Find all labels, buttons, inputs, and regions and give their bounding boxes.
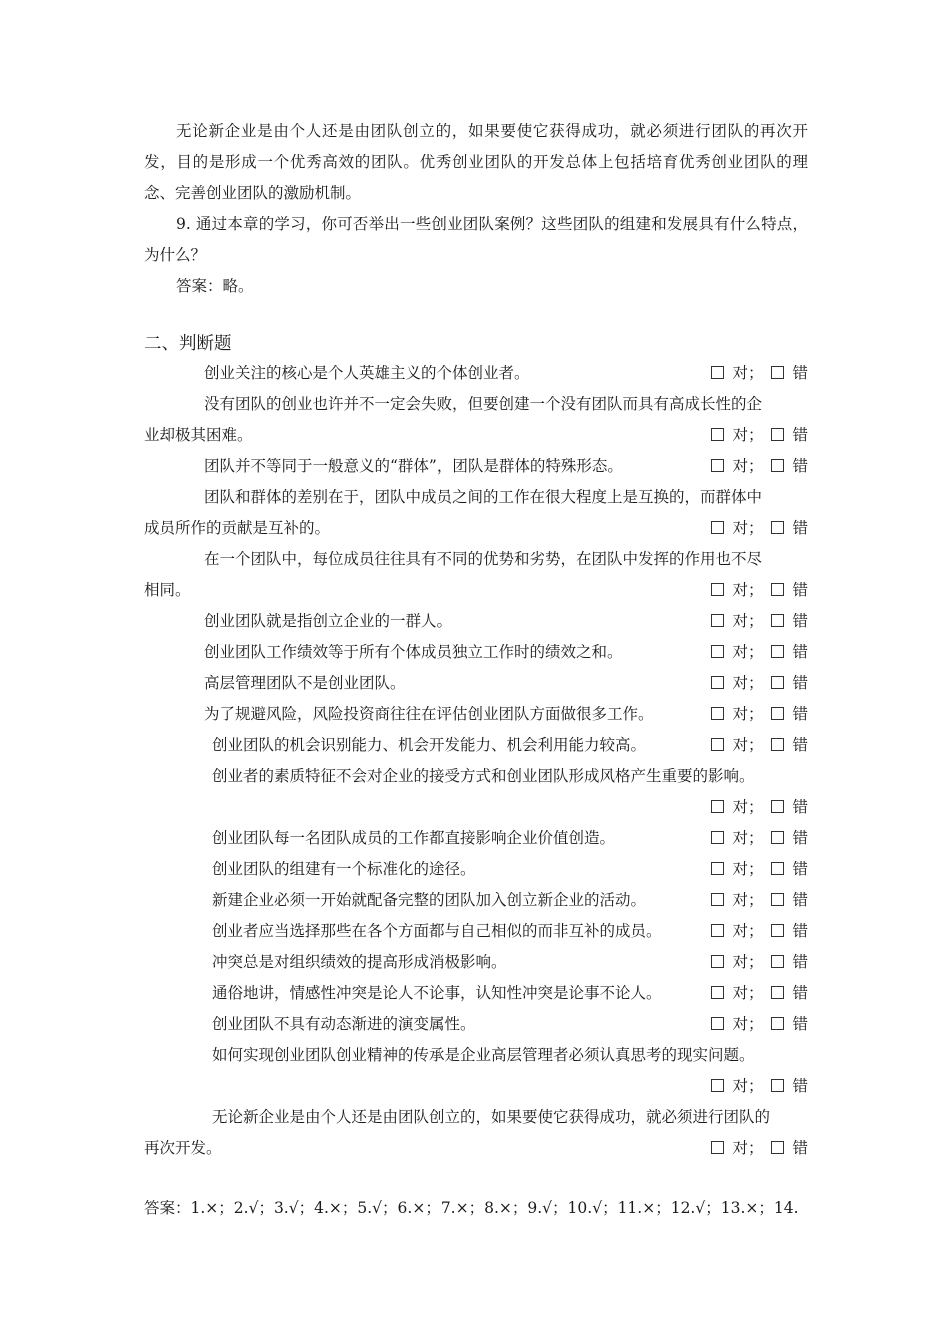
question-item [144, 637, 808, 668]
true-false-choice [711, 823, 808, 854]
checkbox-true[interactable] [711, 645, 724, 658]
checkbox-true[interactable] [711, 707, 724, 720]
question-text: 创业关注的核心是个人英雄主义的个体创业者。 [204, 364, 530, 382]
false-label: 错 [792, 984, 808, 1002]
checkbox-false[interactable] [771, 1017, 784, 1030]
question-text: 团队并不等同于一般意义的“群体”，团队是群体的特殊形态。 [204, 457, 623, 475]
false-label: 错 [792, 674, 808, 692]
question-text: 在一个团队中，每位成员往往具有不同的优势和劣势，在团队中发挥的作用也不尽 [204, 550, 763, 568]
question-text: 通俗地讲，情感性冲突是论人不论事，认知性冲突是论事不论人。 [212, 984, 662, 1002]
question-item [144, 978, 808, 1009]
checkbox-false[interactable] [771, 676, 784, 689]
true-false-choice [711, 358, 808, 389]
checkbox-true[interactable] [711, 924, 724, 937]
checkbox-true[interactable] [711, 986, 724, 999]
true-label: 对； [732, 426, 764, 444]
true-false-choice [711, 606, 808, 637]
question-text: 创业团队的机会识别能力、机会开发能力、机会利用能力较高。 [212, 736, 647, 754]
question-item [144, 451, 808, 482]
checkbox-true[interactable] [711, 738, 724, 751]
true-false-choice [711, 1071, 808, 1102]
question-text: 高层管理团队不是创业团队。 [204, 674, 406, 692]
true-false-choice [711, 451, 808, 482]
checkbox-true[interactable] [711, 1141, 724, 1154]
checkbox-false[interactable] [771, 366, 784, 379]
true-label: 对； [732, 1077, 764, 1095]
question-item [144, 699, 808, 730]
true-false-questions [144, 358, 808, 1164]
true-false-choice [711, 978, 808, 1009]
question-text-continued: 相同。 [144, 581, 191, 599]
false-label: 错 [792, 1139, 808, 1157]
question-item [144, 1040, 808, 1102]
question-text: 新建企业必须一开始就配备完整的团队加入创立新企业的活动。 [212, 891, 647, 909]
true-false-choice [711, 575, 808, 606]
checkbox-true[interactable] [711, 521, 724, 534]
false-label: 错 [792, 519, 808, 537]
question-text: 创业者的素质特征不会对企业的接受方式和创业团队形成风格产生重要的影响。 [212, 767, 755, 785]
checkbox-false[interactable] [771, 738, 784, 751]
checkbox-true[interactable] [711, 893, 724, 906]
true-false-choice [711, 854, 808, 885]
question-item [144, 947, 808, 978]
true-label: 对； [732, 829, 764, 847]
question-text-continued: 成员所作的贡献是互补的。 [144, 519, 331, 537]
checkbox-true[interactable] [711, 1017, 724, 1030]
question-item [144, 823, 808, 854]
checkbox-true[interactable] [711, 614, 724, 627]
checkbox-false[interactable] [771, 707, 784, 720]
checkbox-true[interactable] [711, 831, 724, 844]
question-text: 团队和群体的差别在于，团队中成员之间的工作在很大程度上是互换的，而群体中 [204, 488, 763, 506]
checkbox-true[interactable] [711, 583, 724, 596]
true-label: 对； [732, 364, 764, 382]
question-item [144, 606, 808, 637]
false-label: 错 [792, 1077, 808, 1095]
question-text: 创业团队工作绩效等于所有个体成员独立工作时的绩效之和。 [204, 643, 623, 661]
false-label: 错 [792, 643, 808, 661]
false-label: 错 [792, 1015, 808, 1033]
true-label: 对； [732, 457, 764, 475]
intro-section [144, 116, 808, 302]
true-label: 对； [732, 1015, 764, 1033]
question-text: 为了规避风险，风险投资商往往在评估创业团队方面做很多工作。 [204, 705, 654, 723]
true-label: 对； [732, 674, 764, 692]
true-label: 对； [732, 612, 764, 630]
true-false-choice [711, 792, 808, 823]
question-text: 创业团队的组建有一个标准化的途径。 [212, 860, 476, 878]
checkbox-false[interactable] [771, 1079, 784, 1092]
false-label: 错 [792, 891, 808, 909]
question-text-continued: 再次开发。 [144, 1139, 222, 1157]
checkbox-true[interactable] [711, 1079, 724, 1092]
true-false-choice [711, 513, 808, 544]
false-label: 错 [792, 705, 808, 723]
question-item [144, 1102, 808, 1164]
question-item [144, 885, 808, 916]
true-false-choice [711, 420, 808, 451]
false-label: 错 [792, 953, 808, 971]
question-text: 创业团队不具有动态渐进的演变属性。 [212, 1015, 476, 1033]
question-text: 没有团队的创业也许并不一定会失败，但要创建一个没有团队而具有高成长性的企 [204, 395, 763, 413]
checkbox-false[interactable] [771, 521, 784, 534]
true-label: 对； [732, 1139, 764, 1157]
true-label: 对； [732, 736, 764, 754]
true-false-choice [711, 1133, 808, 1164]
section-title: 二、判断题 [144, 334, 232, 354]
question-9: 9. 通过本章的学习，你可否举出一些创业团队案例？这些团队的组建和发展具有什么特点，为什么？ [144, 215, 808, 264]
checkbox-false[interactable] [771, 831, 784, 844]
true-label: 对； [732, 643, 764, 661]
true-false-choice [711, 947, 808, 978]
false-label: 错 [792, 426, 808, 444]
true-label: 对； [732, 798, 764, 816]
question-item [144, 916, 808, 947]
question-item [144, 1009, 808, 1040]
true-false-choice [711, 699, 808, 730]
intro-paragraph: 无论新企业是由个人还是由团队创立的，如果要使它获得成功，就必须进行团队的再次开发，目的是形成一个优秀高效的团队。优秀创业团队的开发总体上包括培育优秀创业团队的理念、完善创业团队的激励机制。 [144, 122, 808, 202]
checkbox-false[interactable] [771, 459, 784, 472]
false-label: 错 [792, 612, 808, 630]
checkbox-false[interactable] [771, 924, 784, 937]
checkbox-false[interactable] [771, 986, 784, 999]
false-label: 错 [792, 736, 808, 754]
true-label: 对； [732, 891, 764, 909]
true-false-choice [711, 668, 808, 699]
checkbox-false[interactable] [771, 1141, 784, 1154]
checkbox-true[interactable] [711, 366, 724, 379]
true-false-choice [711, 885, 808, 916]
question-text: 如何实现创业团队创业精神的传承是企业高层管理者必须认真思考的现实问题。 [212, 1046, 755, 1064]
true-label: 对； [732, 581, 764, 599]
true-label: 对； [732, 519, 764, 537]
question-item [144, 544, 808, 606]
false-label: 错 [792, 829, 808, 847]
true-label: 对； [732, 953, 764, 971]
checkbox-false[interactable] [771, 428, 784, 441]
checkbox-false[interactable] [771, 893, 784, 906]
true-false-choice [711, 1009, 808, 1040]
question-text: 创业者应当选择那些在各个方面都与自己相似的而非互补的成员。 [212, 922, 662, 940]
checkbox-false[interactable] [771, 583, 784, 596]
checkbox-true[interactable] [711, 800, 724, 813]
true-false-choice [711, 637, 808, 668]
checkbox-true[interactable] [711, 862, 724, 875]
question-item [144, 389, 808, 451]
checkbox-true[interactable] [711, 676, 724, 689]
false-label: 错 [792, 798, 808, 816]
checkbox-false[interactable] [771, 645, 784, 658]
question-item [144, 668, 808, 699]
question-item [144, 358, 808, 389]
true-label: 对； [732, 922, 764, 940]
checkbox-false[interactable] [771, 955, 784, 968]
true-label: 对； [732, 860, 764, 878]
false-label: 错 [792, 581, 808, 599]
false-label: 错 [792, 457, 808, 475]
question-text-continued: 业却极其困难。 [144, 426, 253, 444]
checkbox-true[interactable] [711, 428, 724, 441]
answer-key: 答案：1.×；2.√；3.√；4.×；5.√；6.×；7.×；8.×；9.√；10.√；11.×；12.√；13.×；14. [144, 1199, 799, 1217]
checkbox-false[interactable] [771, 862, 784, 875]
question-item [144, 854, 808, 885]
question-item [144, 761, 808, 823]
question-text: 无论新企业是由个人还是由团队创立的，如果要使它获得成功，就必须进行团队的 [212, 1108, 771, 1126]
true-false-choice [711, 916, 808, 947]
checkbox-true[interactable] [711, 459, 724, 472]
question-9-answer: 答案：略。 [176, 277, 254, 295]
checkbox-false[interactable] [771, 614, 784, 627]
true-false-choice [711, 730, 808, 761]
true-label: 对； [732, 984, 764, 1002]
true-label: 对； [732, 705, 764, 723]
false-label: 错 [792, 860, 808, 878]
question-item [144, 730, 808, 761]
question-item [144, 482, 808, 544]
checkbox-false[interactable] [771, 800, 784, 813]
question-text: 创业团队就是指创立企业的一群人。 [204, 612, 453, 630]
question-text: 创业团队每一名团队成员的工作都直接影响企业价值创造。 [212, 829, 616, 847]
false-label: 错 [792, 364, 808, 382]
checkbox-true[interactable] [711, 955, 724, 968]
false-label: 错 [792, 922, 808, 940]
question-text: 冲突总是对组织绩效的提高形成消极影响。 [212, 953, 507, 971]
